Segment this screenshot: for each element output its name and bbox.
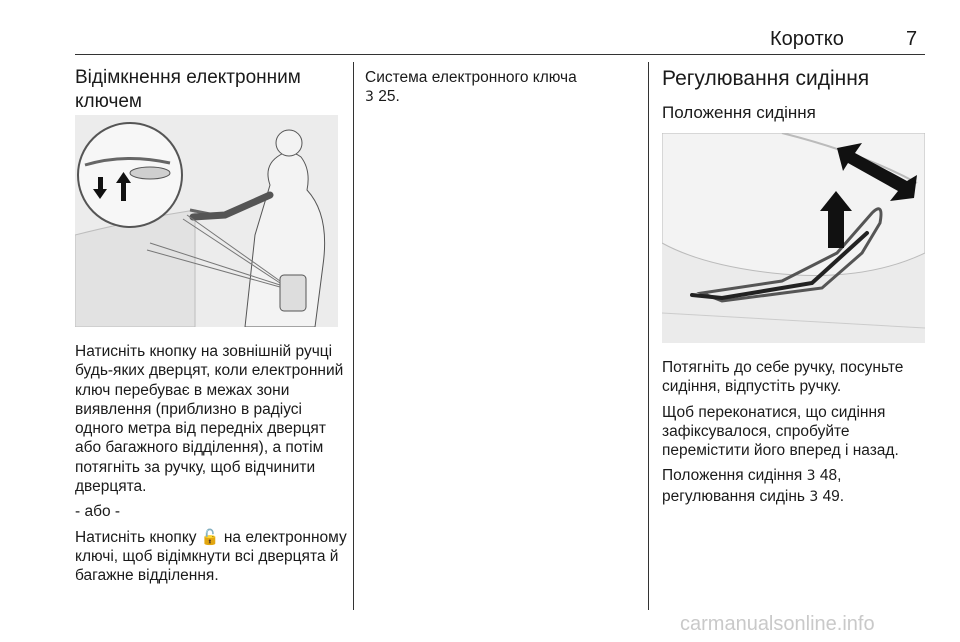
illustration-door-handle-unlock xyxy=(75,115,338,327)
section3-body xyxy=(662,358,932,513)
page-ref-arrow-icon: 3 xyxy=(809,488,819,505)
section1-or-text: - або - xyxy=(75,503,121,521)
section3-ref1-page[interactable]: 48, xyxy=(819,467,842,485)
section3-paragraph-2: Щоб переконатися, що сидіння зафіксувалося, спробуйте перемістити його вперед і назад. xyxy=(662,403,899,460)
section2-body xyxy=(365,68,635,108)
section-heading-electronic-key-unlock: Відімкнення електронним ключем xyxy=(75,67,301,112)
section3-ref1-text: Положення сидіння xyxy=(662,467,803,485)
section2-ref-page[interactable]: 25. xyxy=(378,88,400,106)
section1-body xyxy=(75,342,347,592)
section3-ref2-page[interactable]: 49. xyxy=(822,487,845,505)
section2-text: Система електронного ключа xyxy=(365,69,577,86)
watermark: carmanualsonline.info xyxy=(680,613,875,635)
section1-paragraph-2-end: на електронному ключі, щоб відімкнути всі дверцята й багажне відділення. xyxy=(75,528,347,585)
section1-paragraph-2 xyxy=(75,528,347,586)
page-ref-arrow-icon: 3 xyxy=(365,89,374,106)
unlock-icon: 🔓 xyxy=(200,527,220,546)
section-subheading-seat-position: Положення сидіння xyxy=(662,103,816,122)
section1-paragraph-1: Натисніть кнопку на зовнішній ручці будь-яких дверцят, коли електронний ключ перебуває в межах зони виявлення (приблизно в радіусі одного метра від передніх дверцят або багажного відділення), а потім потягніть за ручку, щоб відчинити дверцята. xyxy=(75,343,344,496)
section1-paragraph-2-start: Натисніть кнопку xyxy=(75,528,197,546)
header-rule xyxy=(75,54,925,55)
illustration-seat-adjustment xyxy=(662,133,925,343)
section3-references xyxy=(662,466,932,507)
section3-paragraph-1: Потягніть до себе ручку, посуньте сидіння, відпустіть ручку. xyxy=(662,359,904,396)
page-header-title: Коротко xyxy=(770,28,844,50)
page-ref-arrow-icon: 3 xyxy=(806,468,816,485)
column-divider-2 xyxy=(648,62,649,610)
section3-ref2-text: регулювання сидінь xyxy=(662,487,806,505)
page-number: 7 xyxy=(906,28,918,50)
section-heading-seat-adjustment: Регулювання сидіння xyxy=(662,67,870,90)
column-divider-1 xyxy=(353,62,354,610)
